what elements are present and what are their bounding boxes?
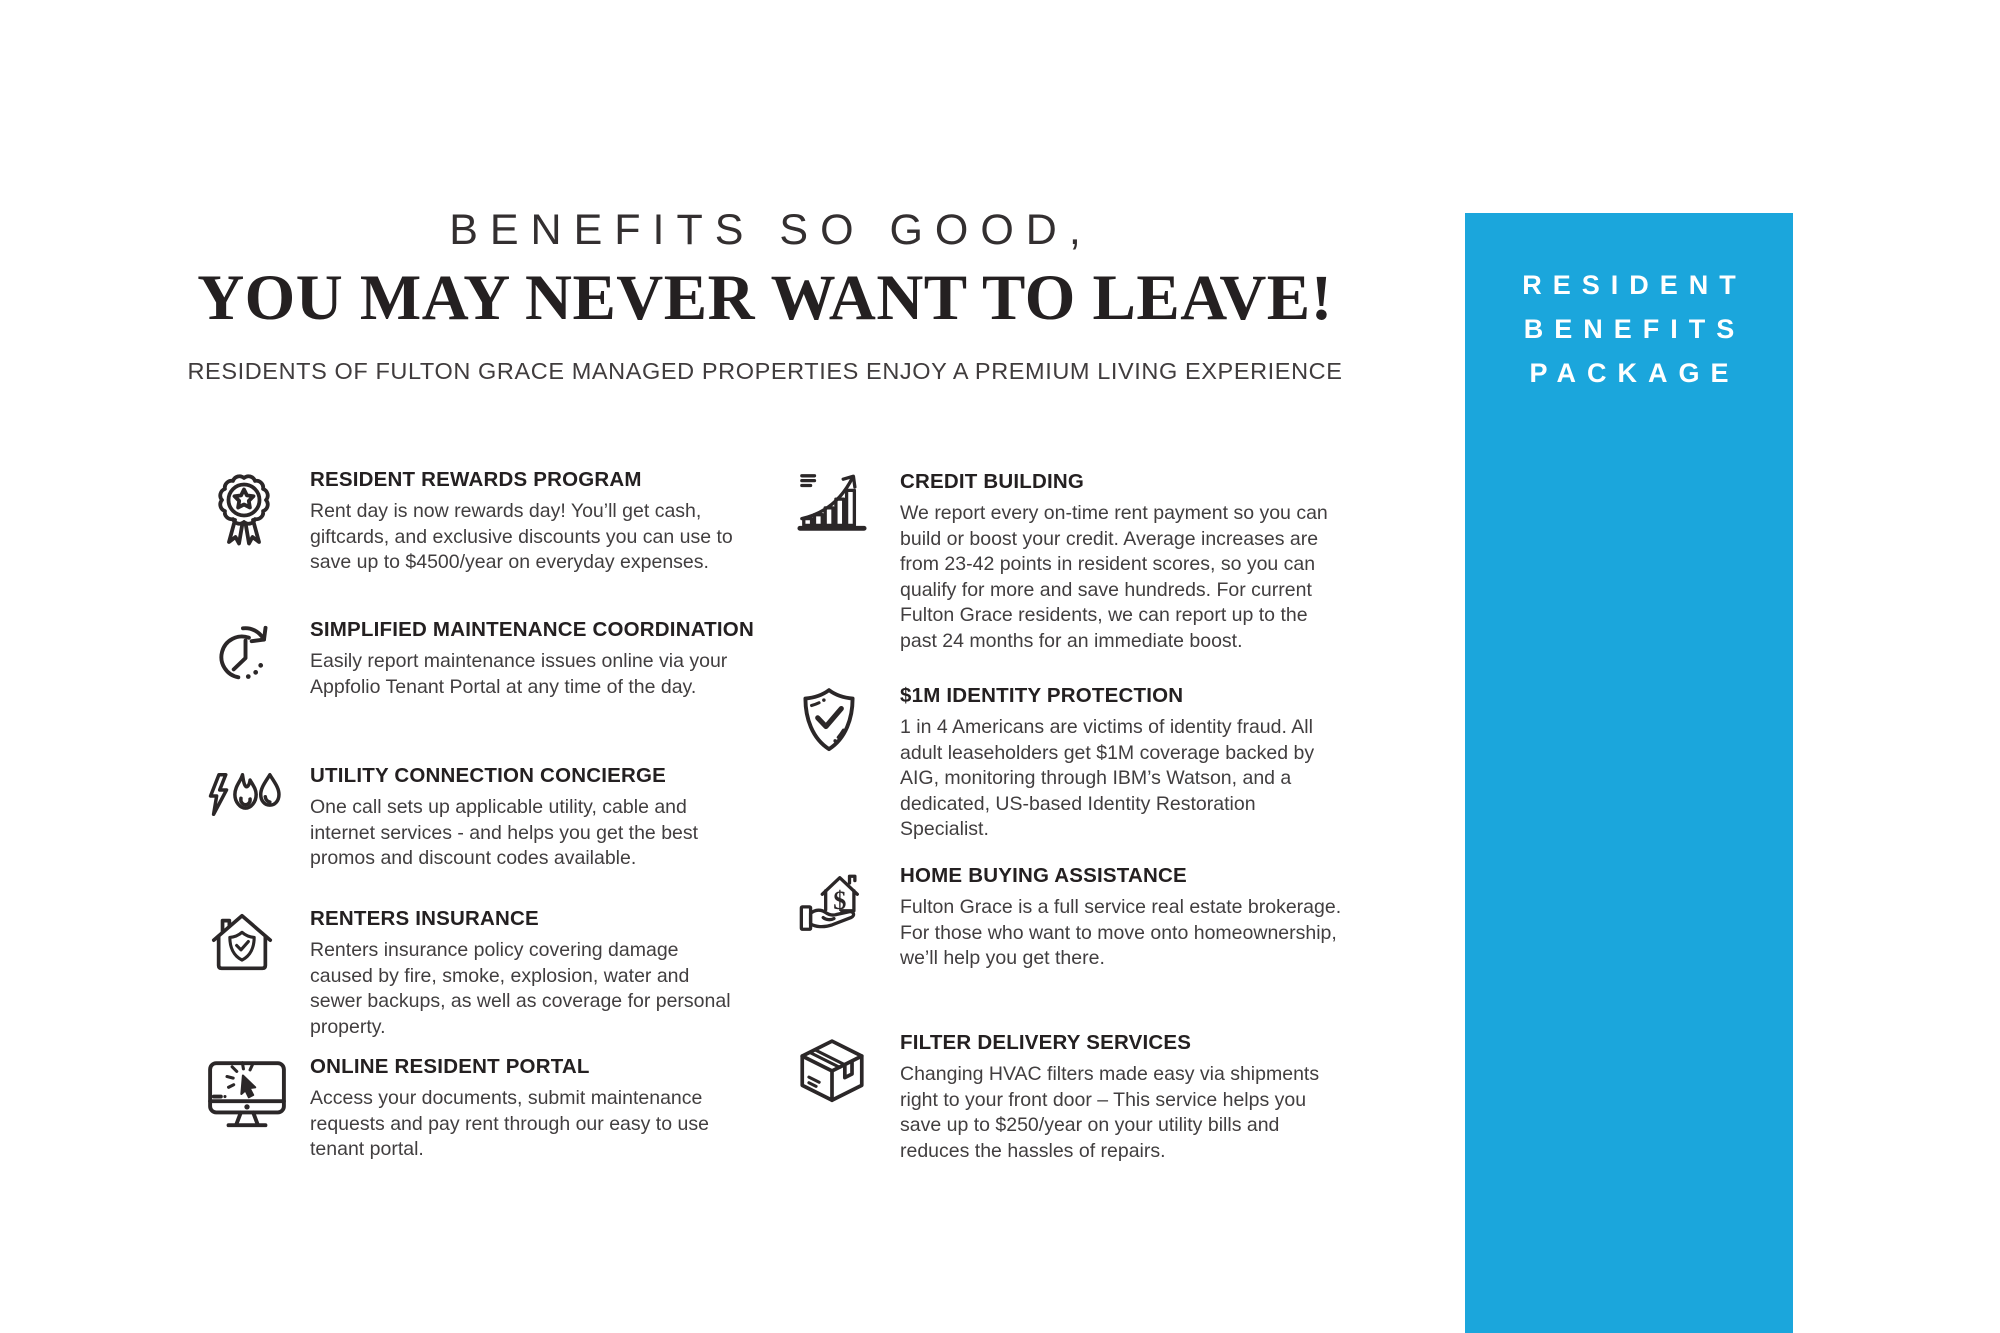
- hero-subtitle: RESIDENTS OF FULTON GRACE MANAGED PROPERTIES ENJOY A PREMIUM LIVING EXPERIENCE: [187, 358, 1343, 385]
- benefit-utility-concierge: [206, 762, 766, 872]
- benefit-filter-delivery: [796, 1029, 1362, 1164]
- benefit-title: UTILITY CONNECTION CONCIERGE: [310, 764, 667, 787]
- panel-line-2: BENEFITS: [1523, 314, 1746, 344]
- benefit-body: 1 in 4 Americans are victims of identity fraud. All adult leaseholders get $1M coverage backed by AIG, monitoring through IBM’s Watson, and a dedicated, US-based Identity Restoration Specialist.: [900, 716, 1315, 840]
- benefit-title: FILTER DELIVERY SERVICES: [900, 1031, 1192, 1054]
- benefit-body: Changing HVAC filters made easy via shipments right to your front door – This service helps you save up to $250/year on your utility bills and reduces the hassles of repairs.: [900, 1063, 1320, 1162]
- benefit-title: RESIDENT REWARDS PROGRAM: [310, 468, 642, 491]
- benefit-simplified-maintenance: [206, 616, 766, 700]
- hero-kicker: BENEFITS SO GOOD,: [449, 206, 1093, 254]
- bar-chart-growth-icon: [796, 468, 900, 654]
- benefit-body: Rent day is now rewards day! You’ll get cash, giftcards, and exclusive discounts you can use to save up to $4500/year on everyday expenses.: [310, 500, 733, 573]
- benefit-resident-rewards: [206, 466, 766, 576]
- benefit-home-buying: [796, 862, 1362, 972]
- benefit-online-portal: [206, 1053, 766, 1163]
- benefit-body: Fulton Grace is a full service real estate brokerage. For those who want to move onto homeownership, we’ll help you get there.: [900, 896, 1342, 969]
- benefit-body: Access your documents, submit maintenance requests and pay rent through our easy to use tenant portal.: [310, 1087, 709, 1160]
- benefit-title: RENTERS INSURANCE: [310, 907, 539, 930]
- resident-benefits-panel: [1465, 213, 1793, 1333]
- benefit-body: Easily report maintenance issues online via your Appfolio Tenant Portal at any time of the day.: [310, 650, 728, 698]
- benefit-title: CREDIT BUILDING: [900, 470, 1085, 493]
- monitor-cursor-icon: [206, 1053, 310, 1163]
- benefit-title: HOME BUYING ASSISTANCE: [900, 864, 1187, 887]
- utilities-bolt-flame-drop-icon: [206, 762, 310, 872]
- house-shield-icon: [206, 905, 310, 1040]
- hero: [140, 208, 1390, 385]
- benefit-title: $1M IDENTITY PROTECTION: [900, 684, 1184, 707]
- panel-line-1: RESIDENT: [1522, 270, 1747, 300]
- benefit-body: We report every on-time rent payment so you can build or boost your credit. Average increases are from 23-42 points in resident scores, so you can qualify for more and save hundreds. For current Fulton Grace residents, we can report up to the past 24 months for an immediate boost.: [900, 502, 1328, 652]
- award-rosette-icon: [206, 466, 310, 576]
- svg-text:$: $: [833, 885, 847, 915]
- benefit-body: One call sets up applicable utility, cable and internet services - and helps you get the best promos and discount codes available.: [310, 796, 699, 869]
- package-box-icon: [796, 1029, 900, 1164]
- hand-house-dollar-icon: [796, 862, 900, 972]
- benefit-renters-insurance: [206, 905, 766, 1040]
- shield-check-icon: [796, 682, 900, 843]
- panel-line-3: PACKAGE: [1529, 358, 1740, 388]
- benefit-title: ONLINE RESIDENT PORTAL: [310, 1055, 590, 1078]
- benefit-credit-building: [796, 468, 1362, 654]
- benefit-title: SIMPLIFIED MAINTENANCE COORDINATION: [310, 618, 754, 641]
- clock-arrow-icon: [206, 616, 310, 700]
- benefit-identity-protection: [796, 682, 1362, 843]
- page-title: YOU MAY NEVER WANT TO LEAVE!: [197, 262, 1333, 335]
- benefit-body: Renters insurance policy covering damage caused by fire, smoke, explosion, water and sewer backups, as well as coverage for personal property.: [310, 939, 731, 1038]
